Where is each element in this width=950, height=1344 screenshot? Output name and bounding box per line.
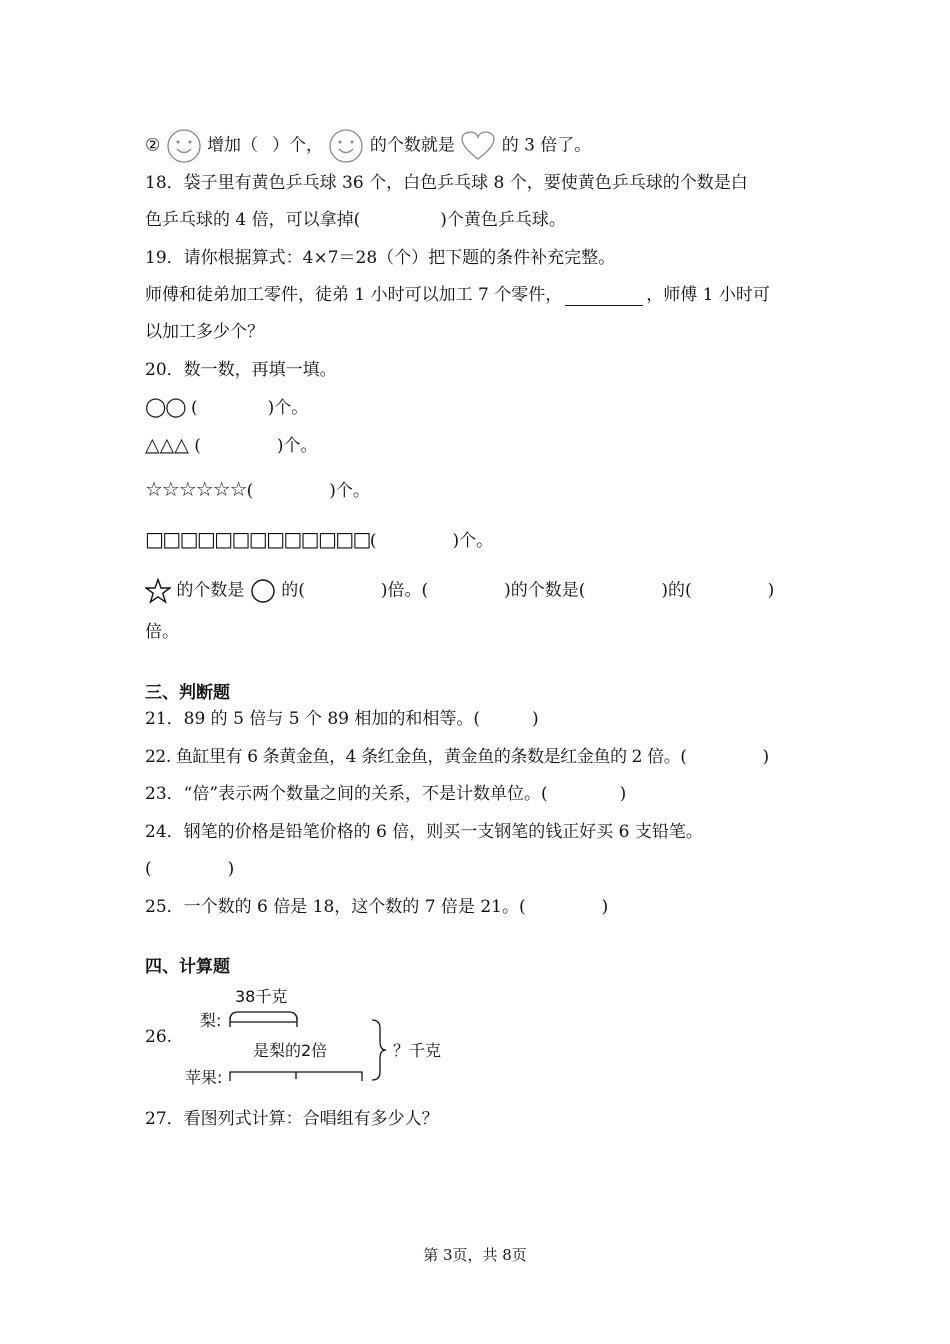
pear-weight-label: 38千克 bbox=[235, 987, 288, 1006]
q20-stars-row: ☆☆☆☆☆☆( )个。 bbox=[145, 477, 370, 501]
answer-blank[interactable] bbox=[565, 289, 643, 306]
pear-brace bbox=[230, 1012, 297, 1020]
q27: 27．看图列式计算：合唱组有多少人？ bbox=[145, 1109, 439, 1129]
circle-icon bbox=[250, 578, 276, 604]
q20-title: 20．数一数，再填一填。 bbox=[145, 360, 337, 380]
heart-icon bbox=[460, 131, 496, 161]
q25: 25．一个数的 6 倍是 18，这个数的 7 倍是 21。( ) bbox=[145, 897, 609, 917]
q18-line2: 色乒乓球的 4 倍，可以拿掉( )个黄色乒乓球。 bbox=[145, 210, 566, 230]
apple-relation-label: 是梨的2倍 bbox=[253, 1041, 328, 1060]
q19-line3: 以加工多少个？ bbox=[145, 322, 264, 342]
item-number: ② bbox=[145, 135, 161, 156]
q19-line2: 师傅和徒弟加工零件，徒弟 1 小时可以加工 7 个零件， ，师傅 1 小时可 bbox=[145, 285, 770, 305]
q20-circles-row: ◯◯ ( )个。 bbox=[145, 396, 309, 418]
smiley-face-icon bbox=[328, 128, 364, 164]
star-shapes: ☆☆☆☆☆☆ bbox=[145, 477, 247, 501]
total-unknown-label: ？千克 bbox=[393, 1041, 442, 1060]
star-icon bbox=[145, 578, 171, 604]
pear-label: 梨: bbox=[200, 1011, 222, 1030]
section-heading-judgement: 三、判断题 bbox=[145, 683, 230, 703]
page-footer: 第 3页，共 8页 bbox=[423, 1246, 527, 1264]
square-shapes: □□□□□□□□□□□□□ bbox=[145, 527, 370, 551]
q19-line1: 19．请你根据算式：4×7＝28（个）把下题的条件补充完整。 bbox=[145, 248, 616, 268]
section-heading-calculation: 四、计算题 bbox=[145, 957, 230, 977]
smiley-face-icon bbox=[166, 128, 202, 164]
q21: 21．89 的 5 倍与 5 个 89 相加的和相等。( ) bbox=[145, 709, 539, 729]
q18-line1: 18．袋子里有黄色乒乓球 36 个，白色乒乓球 8 个，要使黄色乒乓球的个数是白 bbox=[145, 173, 748, 193]
q17-part2: ② 增加（ ）个， 的个数就是 的 3 倍了。 bbox=[145, 128, 591, 164]
q20-ratio-row-end: 倍。 bbox=[145, 622, 179, 642]
circle-shapes: ◯◯ bbox=[145, 396, 186, 418]
q20-ratio-row: 的个数是 的( )倍。( )的个数是( )的( ) bbox=[145, 578, 774, 604]
q24-answer: ( ) bbox=[145, 859, 235, 879]
q26-diagram bbox=[175, 980, 475, 1090]
q26-number: 26. bbox=[145, 1027, 173, 1047]
q23: 23．“倍”表示两个数量之间的关系，不是计数单位。( ) bbox=[145, 784, 627, 804]
q22: 22. 鱼缸里有 6 条黄金鱼，4 条红金鱼，黄金鱼的条数是红金鱼的 2 倍。( ) bbox=[145, 747, 770, 767]
q20-squares-row: □□□□□□□□□□□□□( )个。 bbox=[145, 527, 494, 551]
q20-triangles-row: △△△ ( )个。 bbox=[145, 434, 318, 456]
apple-label: 苹果: bbox=[185, 1068, 223, 1087]
q24: 24．钢笔的价格是铅笔价格的 6 倍，则买一支钢笔的钱正好买 6 支铅笔。 bbox=[145, 822, 703, 842]
total-brace bbox=[372, 1020, 386, 1080]
triangle-shapes: △△△ bbox=[145, 434, 189, 456]
